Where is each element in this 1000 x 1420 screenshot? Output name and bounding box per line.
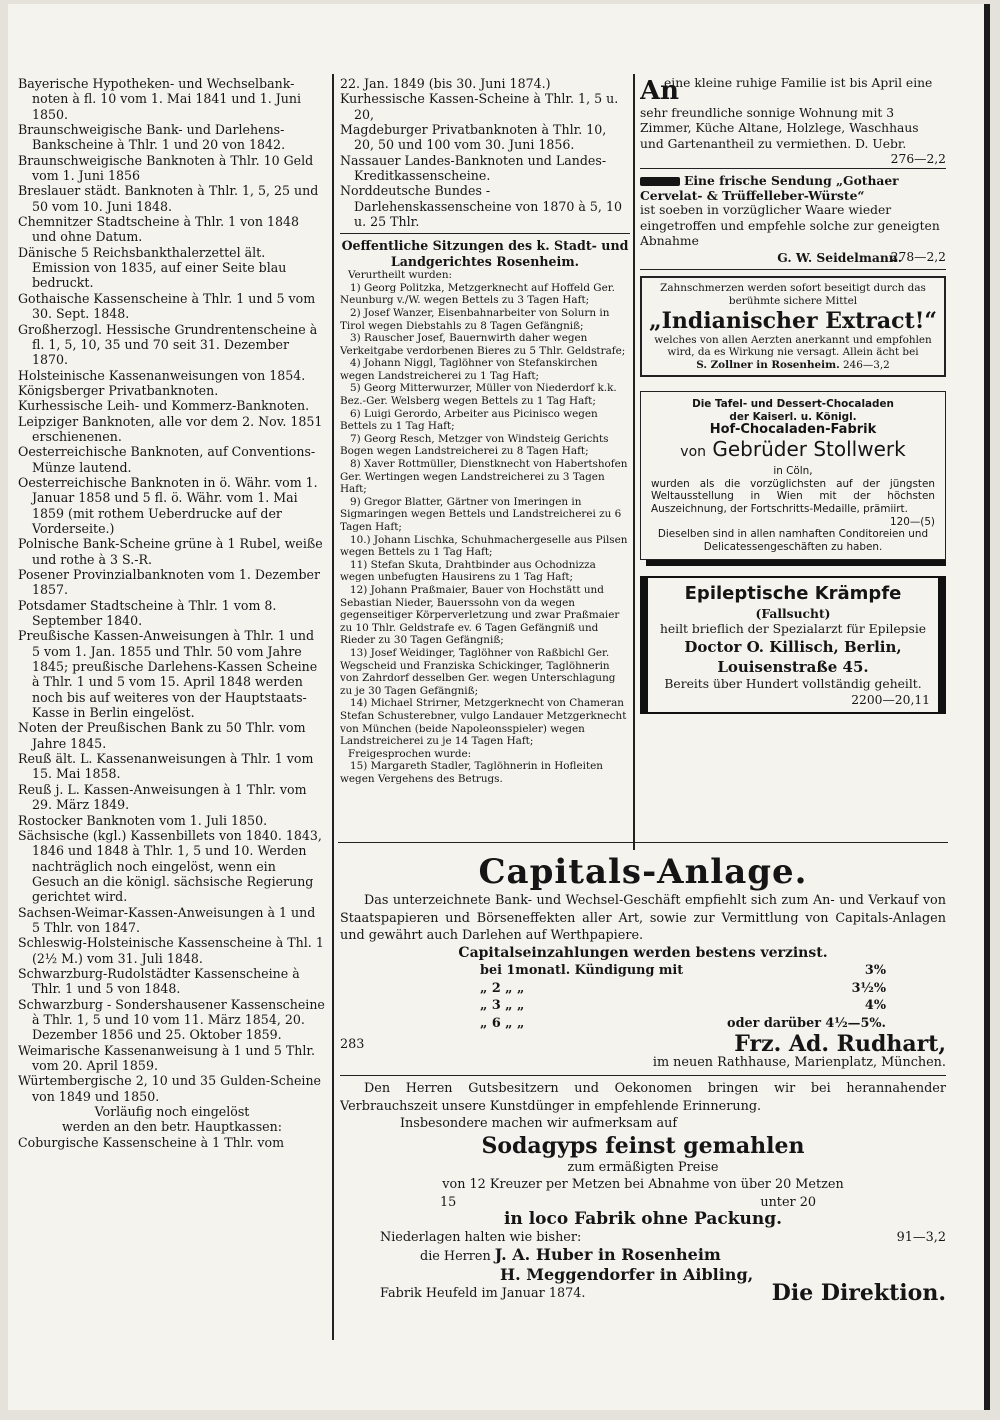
rate-value: 4% [864, 998, 886, 1013]
ad-signature: G. W. Seidelmann. [777, 250, 902, 266]
court-subheading: Verurtheilt wurden: [348, 269, 453, 282]
ad-text: Bereits über Hundert vollständig geheilt. [664, 677, 922, 692]
apartment-ad [640, 76, 946, 167]
list-item: Kurhessische Leih- und Kommerz-Banknoten. [18, 398, 310, 414]
list-item: Preußische Kassen-Anweisungen à Thlr. 1 und 5 vom 1. Jan. 1855 und Thlr. 50 vom Jahre 1845; preußische Darlehens-Kassen Scheine à Thlr. 1 und 5 vom 15. April 1848 werden noch bis auf weiteres von der Hauptstaats-Kasse in Berlin eingelöst. [18, 628, 318, 721]
court-subheading: Freigesprochen wurde: [348, 747, 472, 760]
divider [340, 233, 630, 234]
court-column [340, 76, 630, 846]
list-item: Reuß ält. L. Kassenanweisungen à Thlr. 1 vom 15. Mai 1858. [18, 751, 314, 782]
list-item: Magdeburger Privatbanknoten à Thlr. 10, 20, 50 und 100 vom 30. Juni 1856. [340, 122, 607, 153]
epilepsy-ad [640, 576, 946, 714]
ad-headline: „Indianischer Extract!“ [648, 307, 938, 334]
court-case: 10.) Johann Lischka, Schuhmachergeselle aus Pilsen wegen Bettels zu 1 Tag Haft; [340, 533, 628, 559]
ad-number: 283 [340, 1037, 365, 1052]
column-rule [332, 74, 334, 1340]
price-value: unter 20 [760, 1194, 816, 1210]
court-case: 3) Rauscher Josef, Bauernwirth daher wegen Verkeitgabe verdorbenen Bieres zu 5 Thlr. Geldstrafe; [340, 332, 626, 357]
banknote-list-continued [340, 76, 630, 229]
ad-reference: 276—2,2 [890, 152, 946, 167]
ad-doctor: Doctor O. Killisch, Berlin, [684, 638, 902, 657]
ad-text: ist soeben in vorzüglicher Waare wieder eingetroffen und empfehle solche zur geneigten Abnahme [640, 203, 940, 249]
court-case: 12) Johann Praßmaier, Bauer von Hochstätt und Sebastian Nieder, Bauerssohn von da wegen gegenseitiger Körperverletzung und zwar Praßmaier zu 10 Thlr. Geldstrafe ev. 6 Tagen Gefängniß und Rieder zu 30 Tagen Gefängniß; [340, 583, 620, 647]
list-item: Breslauer städt. Banknoten à Thlr. 1, 5, 25 und 50 vom 10. Juni 1848. [18, 183, 319, 214]
section-text: zum ermäßigten Preise [567, 1159, 719, 1175]
court-case: 9) Gregor Blatter, Gärtner von Imeringen in Sigmaringen wegen Bettels und Landstreicherei zu 6 Tagen Haft; [340, 495, 622, 533]
court-case-list [340, 282, 630, 748]
note-line: werden an den betr. Hauptkassen: [62, 1119, 282, 1135]
list-item: Noten der Preußischen Bank zu 50 Thlr. vom Jahre 1845. [18, 720, 306, 751]
court-case: 8) Xaver Rottmüller, Dienstknecht von Habertshofen Ger. Wertingen wegen Landstreicherei zu 3 Tagen Haft; [340, 458, 628, 496]
list-item: Braunschweigische Bank- und Darlehens-Bankscheine à Thlr. 1 und 20 von 1842. [18, 122, 286, 153]
list-item: Nassauer Landes-Banknoten und Landes-Kreditkassenscheine. [340, 152, 607, 184]
list-item: Rostocker Banknoten vom 1. Juli 1850. [18, 812, 268, 828]
ad-reference: 120—(5) [890, 515, 935, 528]
rate-value: oder darüber 4½—5%. [727, 1015, 886, 1031]
price-value: 15 [440, 1194, 457, 1210]
rate-row [480, 997, 886, 1015]
section-text: Niederlagen halten wie bisher: [380, 1229, 582, 1245]
court-case: 7) Georg Resch, Metzger von Windsteig Gerichts Bogen wegen Landstreicherei zu 8 Tagen Haft; [340, 432, 609, 458]
court-case: 1) Georg Politzka, Metzgerknecht auf Hoffeld Ger. Neunburg v./W. wegen Bettels zu 3 Tagen Haft; [340, 281, 615, 307]
court-case: 14) Michael Strirner, Metzgerknecht von Chameran Stefan Schusterebner, vulgo Landauer Metzgerknecht von München (beide Napoleonsspieler) wegen Landstreicherei zu je 14 Tagen Haft; [340, 697, 627, 748]
ad-headline: Cervelat- & Trüffelleber-Würste“ [640, 188, 865, 204]
list-item: Sächsische (kgl.) Kassenbillets von 1840. 1843, 1846 und 1848 à Thlr. 1, 5 und 10. Werden nachträglich noch eingelöst, wenn ein Gesuch an die königl. sächsische Regierung gerichtet wird. [18, 827, 322, 905]
ad-text: Zahnschmerzen werden sofort beseitigt durch das berühmte sichere Mittel [660, 282, 926, 308]
ad-text: Dieselben sind in allen namhaften Conditoreien und Delicatessengeschäften zu haben. [657, 528, 929, 553]
firm-address: im neuen Rathhause, Marienplatz, München. [652, 1054, 946, 1070]
divider [640, 168, 946, 169]
ad-text: der Kaiserl. u. Königl. [729, 411, 857, 424]
ad-headline: Epileptische Krämpfe [684, 583, 902, 605]
rate-row [480, 1015, 886, 1033]
court-heading: Oeffentliche Sitzungen des k. Stadt- und Landgerichtes Rosenheim. [341, 238, 629, 269]
court-case: 2) Josef Wanzer, Eisenbahnarbeiter von Solurn in Tirol wegen Diebstahls zu 8 Tagen Gefängniß; [340, 306, 610, 332]
ad-text: eine kleine ruhige Familie ist bis April eine sehr freundliche sonnige Wohnung mit 3 Zimmer, Küche Altane, Holzlege, Waschhaus und Gartenantheil zu vermiethen. D. Uebr. [640, 76, 933, 151]
ad-text: von [680, 444, 707, 461]
sausage-ad [640, 173, 946, 266]
section-text: die Herren [420, 1249, 491, 1264]
ad-text: welches von allen Aerzten anerkannt und empfohlen wird, da es Wirkung nie versagt. Allein ächt bei [654, 333, 932, 359]
section-text: Den Herren Gutsbesitzern und Oekonomen bringen wir bei herannahender Verbrauchszeit unsere Kunstdünger in empfehlende Erinnerung. [340, 1081, 946, 1114]
rate-term: bei 1monatl. Kündigung mit [480, 963, 684, 978]
signature: Die Direktion. [771, 1280, 946, 1306]
court-case: 6) Luigi Gerordo, Arbeiter aus Picinisco wegen Bettels zu 1 Tag Haft; [340, 407, 598, 433]
list-item: Holsteinische Kassenanweisungen von 1854. [18, 367, 306, 383]
section-text: Insbesondere machen wir aufmerksam auf [400, 1116, 678, 1131]
section-title: Capitals-Anlage. [478, 852, 808, 892]
list-item: Dänische 5 Reichsbankthalerzettel ält. Emission von 1835, auf einer Seite blau bedruckt. [18, 244, 287, 291]
toothache-ad [640, 276, 946, 377]
list-item: Potsdamer Stadtscheine à Thlr. 1 vom 8. September 1840. [18, 597, 277, 629]
ad-headline: Eine frische Sendung „Gothaer [684, 172, 899, 188]
ad-reference: 2200—20,11 [851, 692, 930, 707]
list-item: Posener Provinzialbanknoten vom 1. Dezember 1857. [18, 567, 320, 598]
section-text: Fabrik Heufeld im Januar 1874. [380, 1286, 586, 1301]
banknote-list-column [18, 76, 326, 1336]
rate-value: 3½% [851, 980, 886, 996]
ad-headline: Hof-Chocaladen-Fabrik [709, 421, 877, 437]
ad-reference: 246—3,2 [843, 358, 890, 371]
list-item: Gothaische Kassenscheine à Thlr. 1 und 5 vom 30. Sept. 1848. [18, 290, 316, 322]
chocolate-ad [640, 391, 946, 560]
note-line: Vorläufig noch eingelöst [94, 1104, 250, 1120]
rate-value: 3% [864, 963, 886, 978]
list-item: Oesterreichische Banknoten, auf Conventions-Münze lautend. [18, 444, 316, 475]
divider [640, 269, 946, 270]
ad-address: Louisenstraße 45. [717, 658, 869, 677]
list-item: Würtembergische 2, 10 und 35 Gulden-Scheine von 1849 und 1850. [18, 1073, 322, 1104]
initial-letter: An [640, 76, 680, 106]
list-item: Königsberger Privatbanknoten. [18, 382, 219, 398]
rate-row [480, 962, 886, 980]
list-item: Coburgische Kassenscheine à 1 Thlr. vom [18, 1134, 285, 1150]
list-item: Leipziger Banknoten, alle vor dem 2. Nov. 1851 erschienenen. [18, 413, 323, 444]
price-line: von 12 Kreuzer per Metzen bei Abnahme von über 20 Metzen [442, 1177, 844, 1192]
list-item: Oesterreichische Banknoten in ö. Währ. vom 1. Januar 1858 und 5 fl. ö. Währ. vom 1. Mai 1859 (mit rothem Ueberdrucke auf der Vorderseite.) [18, 474, 318, 536]
list-item: Schwarzburg-Rudolstädter Kassenscheine à Thlr. 1 und 5 von 1848. [18, 965, 300, 997]
court-case: 11) Stefan Skuta, Drahtbinder aus Ochodnizza wegen unbefugten Hausirens zu 1 Tag Haft; [340, 558, 596, 584]
divider [340, 1075, 946, 1076]
advertisement-column [640, 76, 946, 846]
banknote-list [18, 76, 326, 1104]
interest-rate-table [340, 962, 946, 1032]
capital-investment-section [340, 852, 946, 1332]
ad-firm: Gebrüder Stollwerk [712, 437, 906, 462]
court-case: 5) Georg Mitterwurzer, Müller von Niederdorf k.k. Bez.-Ger. Welsberg wegen Bettels zu 1 Tag Haft; [340, 382, 617, 408]
section-text: Das unterzeichnete Bank- und Wechsel-Geschäft empfiehlt sich zum An- und Verkauf von Staatspapieren und Börseneffekten aller Art, sowie zur Vermittlung von Capitals-Anlagen und gewährt auch Darlehen auf Werthpapiere. [340, 893, 946, 943]
ad-text: heilt brieflich der Spezialarzt für Epilepsie [659, 621, 927, 636]
rate-term: „ 2 „ „ [480, 980, 525, 996]
product-name: Sodagyps feinst gemahlen [481, 1132, 805, 1159]
list-item: Norddeutsche Bundes - Darlehenskassenscheine von 1870 à 5, 10 u. 25 Thlr. [340, 183, 622, 230]
column-rule [633, 74, 635, 850]
list-item: 22. Jan. 1849 (bis 30. Juni 1874.) [340, 76, 551, 91]
product-terms: in loco Fabrik ohne Packung. [503, 1209, 783, 1229]
firm-name: Frz. Ad. Rudhart, [734, 1031, 946, 1057]
list-item: Schwarzburg - Sondershausener Kassenscheine à Thlr. 1, 5 und 10 vom 11. März 1854, 20. Dezember 1856 und 25. Oktober 1859. [18, 996, 325, 1043]
list-item: Sachsen-Weimar-Kassen-Anweisungen à 1 und 5 Thlr. von 1847. [18, 904, 316, 935]
list-item: Kurhessische Kassen-Scheine à Thlr. 1, 5 u. 20, [340, 91, 619, 122]
ad-reference: 91—3,2 [896, 1229, 946, 1245]
ad-signature: S. Zollner in Rosenheim. [696, 358, 840, 371]
rate-row [480, 980, 886, 998]
list-item: Großherzogl. Hessische Grundrentenscheine à fl. 1, 5, 10, 35 und 70 seit 31. Dezember 1870. [18, 321, 318, 368]
list-item: Weimarische Kassenanweisung à 1 und 5 Thlr. vom 20. April 1859. [18, 1042, 316, 1073]
list-item: Reuß j. L. Kassen-Anweisungen à 1 Thlr. vom 29. März 1849. [18, 781, 307, 813]
dealer: J. A. Huber in Rosenheim [494, 1245, 721, 1264]
list-item: Polnische Bank-Scheine grüne à 1 Rubel, weiße und rothe à 3 S.-R. [18, 536, 323, 567]
dealer: H. Meggendorfer in Aibling, [500, 1264, 754, 1284]
ad-reference: 278—2,2 [890, 249, 946, 264]
ad-text: wurden als die vorzüglichsten auf der jüngsten Weltausstellung in Wien mit der höchsten Auszeichnung, der Fortschritts-Medaille, prämiirt. [651, 477, 935, 515]
pointing-hand-icon [640, 177, 680, 186]
court-case: 15) Margareth Stadler, Taglöhnerin in Hofleiten wegen Vergehens des Betrugs. [340, 760, 603, 785]
list-item: Chemnitzer Stadtscheine à Thlr. 1 von 1848 und ohne Datum. [18, 214, 300, 245]
rate-term: „ 6 „ „ [480, 1015, 525, 1031]
list-item: Braunschweigische Banknoten à Thlr. 10 Geld vom 1. Juni 1856 [18, 152, 314, 184]
list-item: Schleswig-Holsteinische Kassenscheine à Thl. 1 (2½ M.) vom 31. Juli 1848. [18, 935, 324, 966]
ad-text: in Cöln, [773, 465, 813, 478]
rate-term: „ 3 „ „ [480, 998, 525, 1013]
list-item: Bayerische Hypotheken- und Wechselbank-noten à fl. 10 vom 1. Mai 1841 und 1. Juni 1850. [18, 76, 302, 122]
court-case: 13) Josef Weidinger, Taglöhner von Raßbichl Ger. Wegscheid und Franziska Schickinger, Taglöhnerin von Zahrdorf desselben Ger. wegen Unterschlagung zu je 30 Tagen Gefängniß; [340, 646, 616, 697]
section-highlight: Capitalseinzahlungen werden bestens verzinst. [458, 944, 828, 961]
ad-subheadline: (Fallsucht) [755, 606, 831, 622]
court-case: 4) Johann Niggl, Taglöhner von Stefanskirchen wegen Landstreicherei zu 1 Tag Haft; [340, 357, 598, 382]
ad-text: Die Tafel- und Dessert-Chocaladen [692, 398, 894, 411]
